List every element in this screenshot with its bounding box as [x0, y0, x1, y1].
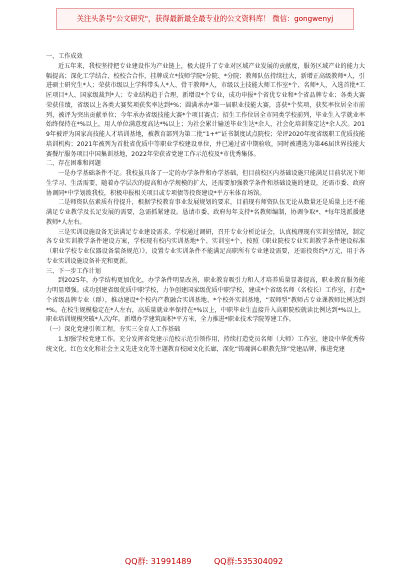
section-heading: 一、工作成效	[46, 53, 83, 60]
body-paragraph: 三是实训设施设备无法满足专业建设需求。学校通过调研，召开专业分析论证会，认真梳理现有实训室情况，制定各专业实训教学条件建设方案，学校现有校内实训基地*个、实训室*个，按照《职业院校专业实训教学条件建设标准（职业学校专业仪器设备装备规范）》，设置专业实训条件不能满足高职所有专业建设需要，还需投资约*万元，用于各专业实训设施设备补充和更新。	[46, 228, 365, 265]
section-heading: 三、下一步工作计划	[46, 267, 101, 275]
qq-group-1: QQ群: 31991489	[124, 557, 192, 566]
document-body	[46, 52, 365, 548]
body-paragraph: 到2025年，办学结构更加优化，办学条件明显改善，职业教育吸引力和人才培养质量显著提高，职业教育服务能力明显增强。成功创建省级优质中职学校，力争创建国家级优质中职学校，建成*个省级名师（名校长）工作室，打造*个省级品牌专业（群），推动建设*个校内产教融合实训基地、*个校外实训基地，“双师型”教师占专业课教师比例达到*%。在校生规模稳定在*人左右，高质量就业率保持在*%以上，中职毕业生直接升入高职院校就读比例达到*%以上，职业培训规模突破*人次/年。新增办学建筑面积*平方米，全力推进*职业技术学院筹建工作。	[46, 277, 365, 324]
qq-group-2: QQ群:535304092	[214, 557, 284, 566]
footer-contact	[96, 553, 312, 571]
body-paragraph: 1.加强学校党建工作。充分发挥省党建示范校示范引领作用，持续打造党员名师（大师）工作室，建设中华优秀传统文化、红色文化和社会主义先进文化等主题教育校园文化长廊，深化“铸魂润心职教先锋”党建品牌，推进党建	[46, 335, 365, 353]
section-heading: 二、存在困难和问题	[46, 160, 101, 168]
subsection-heading: （一）深化党建引领工程，夯实三全育人工作基础	[46, 326, 181, 333]
body-paragraph: 一是办学基础条件不足。我校虽具备了一定的办学条件和办学基础，但目前校区内基础设施只能满足目前状况下师生学习、生活需要，随着办学层次的提高和办学规模的扩大，还需要加强教学条件和基础设施的建设，还需市委、政府协调同*中学划拨我校，积极申报相关项目或专项债等投资建设*平方米体育场馆。	[46, 170, 365, 197]
top-ad-banner: 关注头条号"公文研究"，获得最新最全最专业的公文资料库！ 微信：gongwenyj	[56, 8, 354, 30]
body-paragraph: 近五年来，我校坚持把专业建设作为产业链上，极大提升了专业对区域产业发展的贡献度，服务区域产业的能力大幅提高；深化工学结合、校校合合作，挂牌成立*技师学院*分院、*分院；教师队伍持续壮大，新增正高级教师*人，引进硕士研究生*人；荣获市级以上学科带头人*人、骨干教师*人，市级以上技能大师工作室*个、名师*人，入选首批*工匠项目*人、国家级裁判*人；专业结构趋于合理，新增设*个专业，成功申报*个省优专业和*个省品牌专业；各类大赛荣获佳绩，省级以上各类大赛奖项获奖率达到*%；圆满承办*第一届职业技能大赛，喜获*个奖项，获奖率位居全市前列，被评为突出贡献单位；今年承办省级技能大赛*个项目赛点；招生工作位居全市同类学校前列，毕业生入学就业率始终保持在*%以上，用人单位满意度高达*%以上；为社会累计输送毕业生达*余人，社会化培训鉴定达*余人次。2019年被评为国家高技能人才培训基地，被教育部列为第二批“1+*”证书制度试点院校；荣评2020年度省级职工优质技能培训机构；2021年被列为首批省优质中等职业学校建设单位，并已通过省中期验收，同时被遴选为第46届世界技能大赛餐厅服务项目中国集训基地，2022年荣获省党建工作示范校及*市优秀集体。	[46, 62, 365, 158]
body-paragraph: 二是师资队伍素质有待提升，根据学校教育事业发展规划的要求，目前现有师资队伍无论从数量还是质量上还不能满足专业教学及长足发展的需要，急需抓紧建设。恳请市委、政府每年支持*名教师编制，协调争取*、*每年选派援建教师*人左右。	[46, 199, 365, 226]
